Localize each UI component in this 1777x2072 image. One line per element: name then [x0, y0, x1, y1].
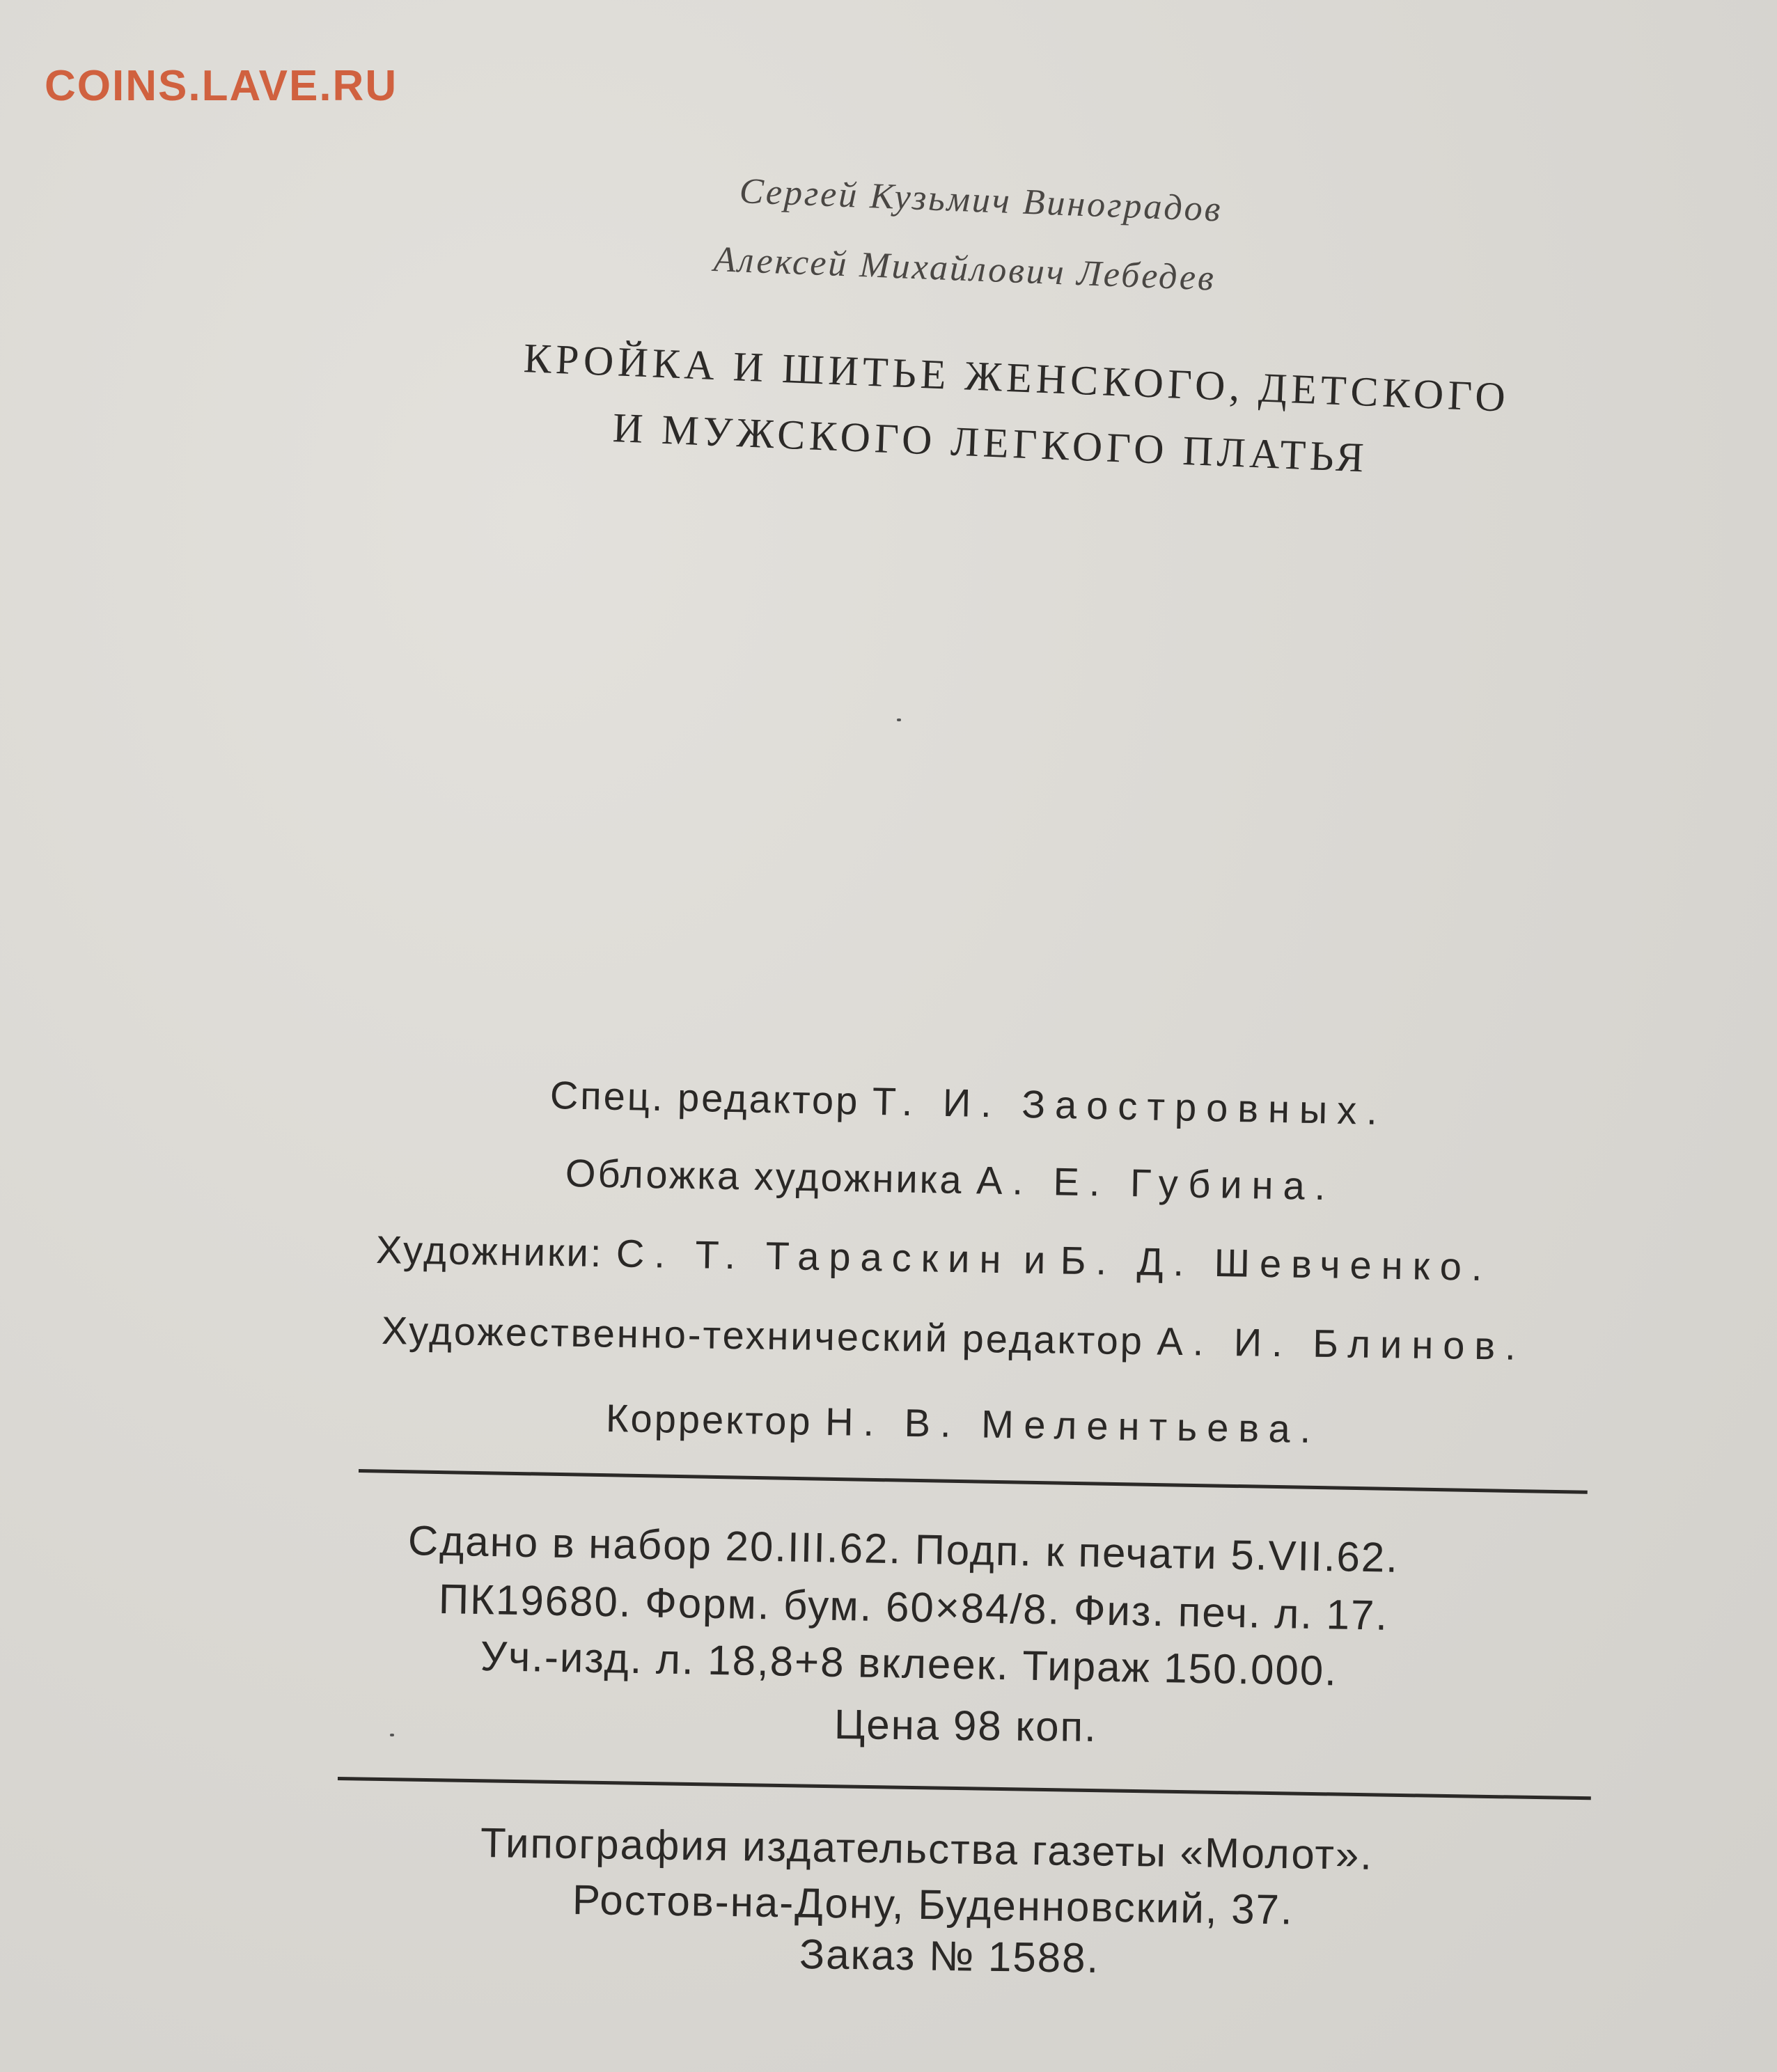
book-title-line-1: КРОЙКА И ШИТЬЕ ЖЕНСКОГО, ДЕТСКОГО [522, 335, 1511, 421]
paper-speck [897, 719, 901, 721]
credit-cover [565, 1150, 1335, 1209]
credit-corrector-role: Корректор [605, 1396, 813, 1443]
imprint-line-1: Сдано в набор 20.III.62. Подп. к печати 5.VII.62. [407, 1517, 1400, 1581]
credit-artists [375, 1227, 1492, 1289]
credit-corrector [605, 1395, 1320, 1452]
credit-editor-name: Т. И. Заостровных. [872, 1078, 1388, 1133]
imprint-line-3: Уч.-изд. л. 18,8+8 вклеек. Тираж 150.000. [480, 1633, 1338, 1695]
credit-editor [549, 1072, 1387, 1133]
credit-tech-editor-role: Художественно-технический редактор [381, 1308, 1145, 1363]
printer-line-1: Типография издательства газеты «Молот». [480, 1819, 1374, 1878]
imprint-line-2: ПК19680. Форм. бум. 60×84/8. Физ. печ. л. 17. [438, 1576, 1389, 1639]
author-1: Сергей Кузьмич Виноградов [738, 171, 1223, 230]
credit-artists-conj: и [1023, 1237, 1048, 1282]
credit-cover-name: А. Е. Губина. [976, 1158, 1336, 1209]
credit-artists-name-2: Б. Д. Шевченко. [1060, 1238, 1492, 1289]
credit-artists-role: Художники: [375, 1227, 604, 1276]
divider-rule-1 [359, 1469, 1588, 1494]
price: Цена 98 коп. [833, 1701, 1098, 1750]
book-title-line-2: И МУЖСКОГО ЛЕГКОГО ПЛАТЬЯ [611, 405, 1369, 481]
credit-artists-name-1: С. Т. Тараскин [616, 1231, 1011, 1282]
printer-line-2: Ростов-на-Дону, Буденновский, 37. [572, 1876, 1294, 1933]
watermark: COINS.LAVE.RU [45, 62, 398, 110]
credit-editor-role: Спец. редактор [549, 1073, 860, 1123]
paper-speck-2 [390, 1734, 394, 1736]
credit-tech-editor [382, 1308, 1526, 1369]
credit-cover-role: Обложка художника [565, 1151, 964, 1202]
author-2: Алексей Михайлович Лебедев [712, 240, 1216, 299]
credit-tech-editor-name: А. И. Блинов. [1157, 1319, 1526, 1368]
printer-line-3: Заказ № 1588. [799, 1931, 1100, 1982]
credit-corrector-name: Н. В. Мелентьева. [824, 1399, 1321, 1452]
divider-rule-2 [338, 1777, 1591, 1800]
